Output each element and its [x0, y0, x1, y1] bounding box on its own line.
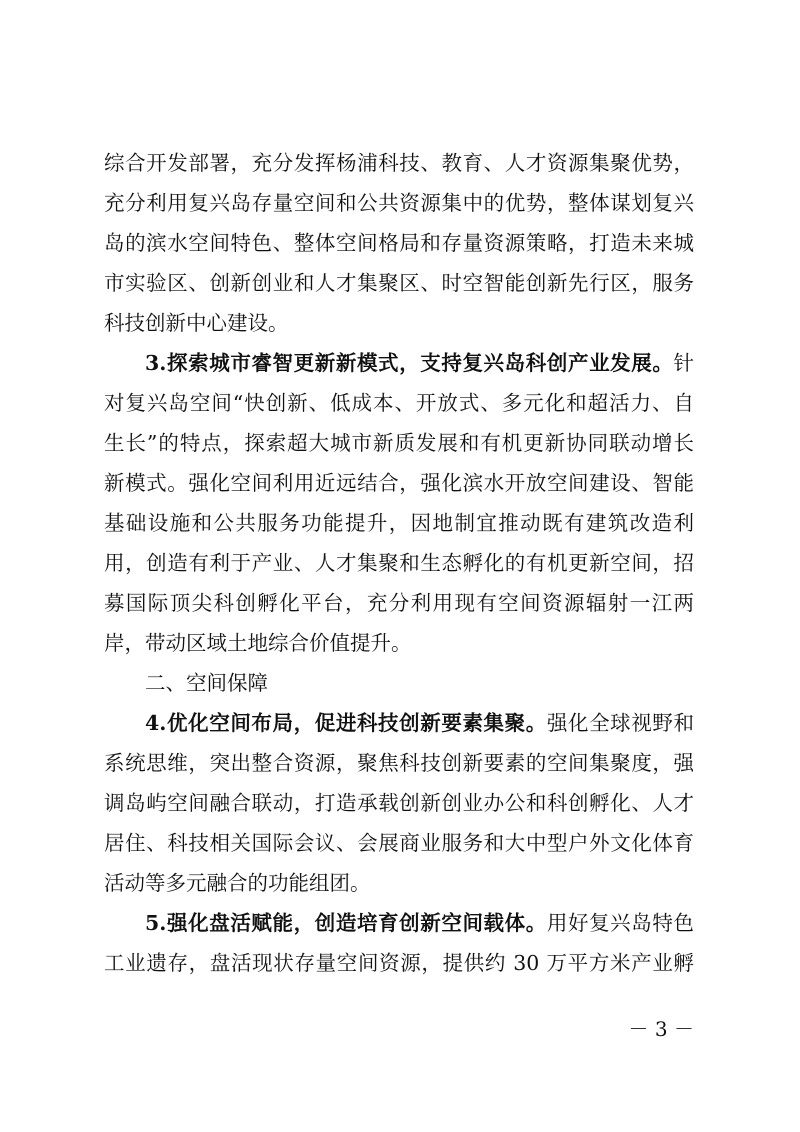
body-line: 生长”的特点，探索超大城市新质发展和有机更新协同联动增长 — [104, 431, 694, 455]
body-line: 市实验区、创新创业和人才集聚区、时空智能创新先行区，服务 — [104, 271, 694, 295]
body-line: 新模式。强化空间利用近远结合，强化滨水开放空间建设、智能 — [104, 471, 694, 495]
body-line: 系统思维，突出整合资源，聚焦科技创新要素的空间集聚度，强 — [104, 751, 694, 775]
item5-first-line-rest: 用好复兴岛特色 — [546, 911, 694, 935]
item5-first-line — [145, 903, 694, 943]
body-line: 充分利用复兴岛存量空间和公共资源集中的优势，整体谋划复兴 — [104, 191, 694, 215]
item4-first-line-rest: 强化全球视野和 — [546, 711, 694, 735]
section-heading: 二、空间保障 — [145, 671, 268, 695]
page-number: － 3 － — [628, 1017, 694, 1041]
body-line: 综合开发部署，充分发挥杨浦科技、教育、人才资源集聚优势， — [104, 151, 694, 175]
body-line: 岛的滨水空间特色、整体空间格局和存量资源策略，打造未来城 — [104, 231, 694, 255]
item4-title: 4.优化空间布局，促进科技创新要素集聚。 — [145, 711, 547, 735]
item5-title: 5.强化盘活赋能，创造培育创新空间载体。 — [145, 911, 547, 935]
item3-first-line — [145, 343, 694, 383]
body-line: 募国际顶尖科创孵化平台，充分利用现有空间资源辐射一江两 — [104, 591, 694, 615]
body-line: 岸，带动区域土地综合价值提升。 — [104, 631, 412, 655]
body-line: 调岛屿空间融合联动，打造承载创新创业办公和科创孵化、人才 — [104, 791, 694, 815]
body-line: 用，创造有利于产业、人才集聚和生态孵化的有机更新空间，招 — [104, 551, 694, 575]
item3-title: 3.探索城市睿智更新新模式，支持复兴岛科创产业发展。 — [145, 351, 674, 375]
body-line: 工业遗存，盘活现状存量空间资源，提供约 30 万平方米产业孵 — [104, 951, 694, 975]
body-line: 居住、科技相关国际会议、会展商业服务和大中型户外文化体育 — [104, 831, 694, 855]
body-line: 科技创新中心建设。 — [104, 311, 289, 335]
item3-first-line-rest: 针 — [673, 351, 694, 375]
body-line: 对复兴岛空间“快创新、低成本、开放式、多元化和超活力、自 — [104, 391, 694, 415]
body-line: 活动等多元融合的功能组团。 — [104, 871, 371, 895]
item4-first-line — [145, 703, 694, 743]
body-line: 基础设施和公共服务功能提升，因地制宜推动既有建筑改造利 — [104, 511, 694, 535]
